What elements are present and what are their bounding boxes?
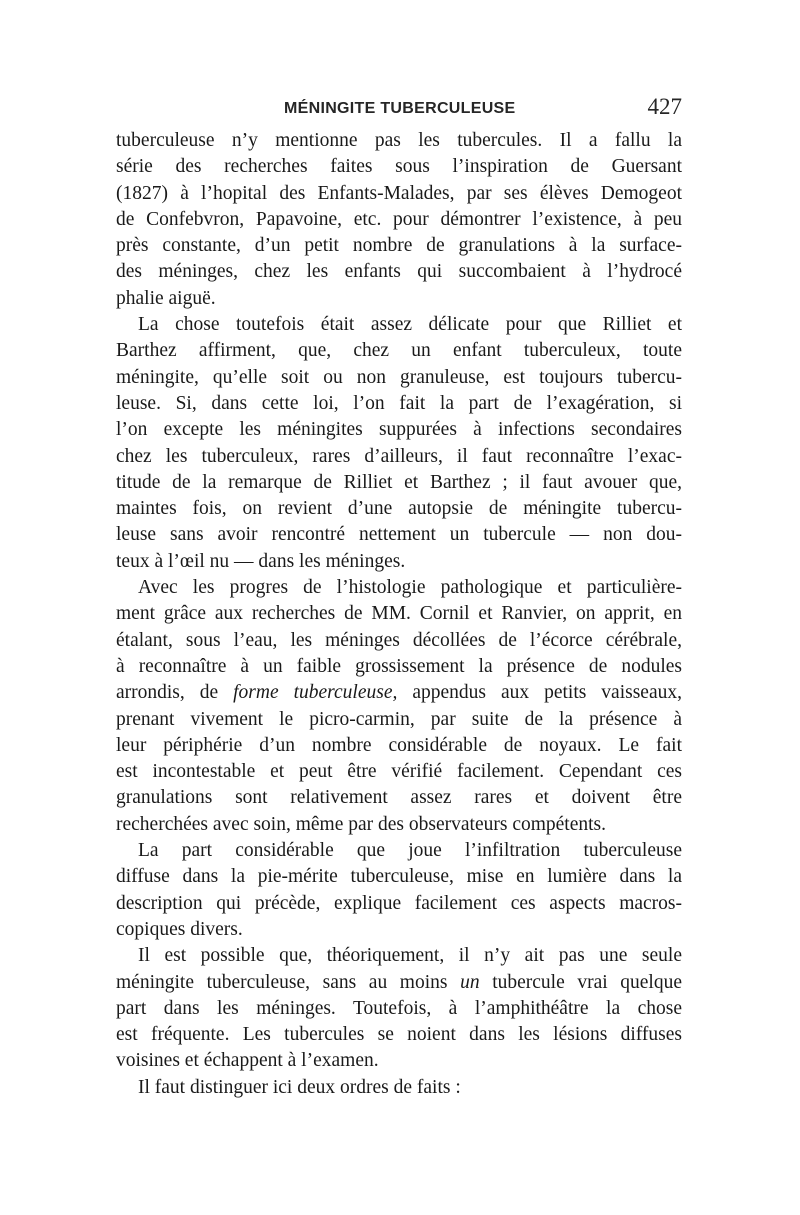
text-line: description qui précède, explique facilement ces aspects macros- <box>116 892 682 914</box>
text-line: Avec les progres de l’histologie pathologique et particulière- <box>138 577 682 599</box>
text-line: teux à l’œil nu — dans les méninges. <box>116 550 406 572</box>
italic-phrase: forme tuberculeuse, <box>233 682 398 704</box>
text-line: voisines et échappent à l’examen. <box>116 1050 379 1072</box>
text-line: Il est possible que, théoriquement, il n’y ait pas une seule <box>138 945 682 967</box>
text-line: Il faut distinguer ici deux ordres de faits : <box>138 1076 461 1098</box>
text-line: méningite, qu’elle soit ou non granuleuse, est toujours tubercu- <box>116 366 682 388</box>
text-line: diffuse dans la pie-mérite tuberculeuse, mise en lumière dans la <box>116 866 682 888</box>
text-line: recherchées avec soin, même par des observateurs compétents. <box>116 813 606 835</box>
text-line: La part considérable que joue l’infiltration tuberculeuse <box>138 840 682 862</box>
text-line: étalant, sous l’eau, les méninges décollées de l’écorce cérébrale, <box>116 629 682 651</box>
text-line: granulations sont relativement assez rares et doivent être <box>116 787 682 809</box>
text-segment: appendus aux petits vaisseaux, <box>397 682 682 704</box>
text-line: est incontestable et peut être vérifié facilement. Cependant ces <box>116 761 682 783</box>
italic-word: un <box>460 971 480 993</box>
running-header <box>116 96 682 126</box>
text-line: leuse. Si, dans cette loi, l’on fait la part de l’exagération, si <box>116 392 682 414</box>
text-line: leur périphérie d’un nombre considérable de noyaux. Le fait <box>116 734 682 756</box>
page-number: 427 <box>647 94 682 119</box>
text-line: chez les tuberculeux, rares d’ailleurs, il faut reconnaître l’exac- <box>116 445 682 467</box>
text-line: phalie aiguë. <box>116 287 216 309</box>
body-text <box>116 128 682 1101</box>
text-line: prenant vivement le picro-carmin, par suite de la présence à <box>116 708 682 730</box>
text-line: des méninges, chez les enfants qui succombaient à l’hydrocé <box>116 261 682 283</box>
text-segment: méningite tuberculeuse, sans au moins <box>116 971 461 993</box>
text-line-with-italic <box>116 680 682 706</box>
text-line: titude de la remarque de Rilliet et Barthez ; il faut avouer que, <box>116 471 682 493</box>
text-line: maintes fois, on revient d’une autopsie de méningite tubercu- <box>116 498 682 520</box>
text-line: tuberculeuse n’y mentionne pas les tubercules. Il a fallu la <box>116 130 682 151</box>
text-line: ment grâce aux recherches de MM. Cornil et Ranvier, on apprit, en <box>116 603 682 625</box>
text-segment: tubercule vrai quelque <box>479 971 682 993</box>
text-line: l’on excepte les méningites suppurées à infections secondaires <box>116 419 682 441</box>
text-line-with-italic <box>116 970 682 996</box>
text-line: de Confebvron, Papavoine, etc. pour démontrer l’existence, à peu <box>116 208 682 230</box>
text-line: part dans les méninges. Toutefois, à l’amphithéâtre la chose <box>116 997 682 1019</box>
running-title: MÉNINGITE TUBERCULEUSE <box>284 100 516 117</box>
text-line: copiques divers. <box>116 918 243 940</box>
text-line: à reconnaître à un faible grossissement la présence de nodules <box>116 655 682 677</box>
text-line: près constante, d’un petit nombre de granulations à la surface- <box>116 235 682 257</box>
text-line: La chose toutefois était assez délicate pour que Rilliet et <box>138 314 682 336</box>
text-line: série des recherches faites sous l’inspiration de Guersant <box>116 156 682 178</box>
text-segment: arrondis, de <box>116 682 234 704</box>
text-line: (1827) à l’hopital des Enfants-Malades, par ses élèves Demogeot <box>116 182 682 204</box>
text-line: Barthez affirment, que, chez un enfant tuberculeux, toute <box>116 340 682 362</box>
text-line: est fréquente. Les tubercules se noient dans les lésions diffuses <box>116 1024 682 1046</box>
text-line: leuse sans avoir rencontré nettement un tubercule — non dou- <box>116 524 682 546</box>
